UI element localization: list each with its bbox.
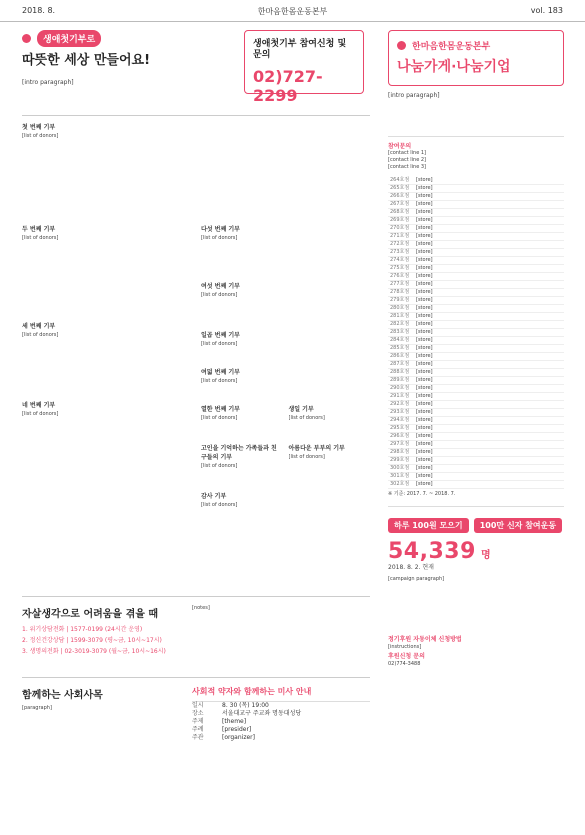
store-name: [store] (414, 297, 564, 305)
contact-line: [contact line 3] (388, 164, 426, 170)
store-name: [store] (414, 353, 564, 361)
bullet-text: 02)774-3488 (388, 661, 421, 667)
campaign-section (388, 506, 564, 668)
store-row (388, 441, 564, 449)
store-name: [store] (414, 233, 564, 241)
store-number: 271호점 (388, 233, 414, 241)
participant-unit: 명 (481, 550, 491, 561)
store-row (388, 193, 564, 201)
store-name: [store] (414, 417, 564, 425)
store-number: 276호점 (388, 273, 414, 281)
social-title: 함께하는 사회사목 (22, 690, 103, 702)
group-title: 아름다운 부부의 기부 (288, 445, 345, 453)
store-row (388, 369, 564, 377)
store-row (388, 265, 564, 273)
store-number: 300호점 (388, 465, 414, 473)
store-name: [store] (414, 425, 564, 433)
store-number: 266호점 (388, 193, 414, 201)
contact-line: [contact line 1] (388, 150, 426, 156)
store-number: 288호점 (388, 369, 414, 377)
organ-donation-column (388, 30, 564, 668)
group-title: 생일 기부 (288, 406, 314, 414)
group-title: 열한 번째 기부 (201, 406, 240, 414)
campaign-text: [campaign paragraph] (388, 576, 445, 582)
store-row (388, 409, 564, 417)
counsel-title: 자살생각으로 어려움을 겪을 때 (22, 609, 159, 621)
group-title: 네 번째 기부 (22, 402, 56, 410)
store-number: 273호점 (388, 249, 414, 257)
group-list: [list of donors] (22, 133, 59, 140)
group-list: [list of donors] (22, 332, 59, 339)
donor-lists (22, 122, 370, 590)
store-number: 297호점 (388, 441, 414, 449)
group-list: [list of donors] (201, 415, 238, 422)
store-number: 287호점 (388, 361, 414, 369)
store-name: [store] (414, 257, 564, 265)
store-name: [store] (414, 481, 564, 489)
section-title: 따뜻한 세상 만들어요! (22, 53, 151, 68)
contact-line: [contact line 2] (388, 157, 426, 163)
store-row (388, 425, 564, 433)
store-name: [store] (414, 289, 564, 297)
counsel-line: 3. 생명의전화 | 02-3019-3079 (월~금, 10시~16시) (22, 648, 166, 656)
group-title: 여덟 번째 기부 (201, 369, 240, 377)
counsel-line: 1. 위기상담전화 | 1577-0199 (24시간 운영) (22, 626, 143, 634)
store-row (388, 273, 564, 281)
group-list: [list of donors] (22, 411, 59, 418)
mass-value: [theme] (222, 718, 247, 726)
heart-icon (22, 34, 31, 43)
counsel-section (22, 605, 370, 669)
store-name: [store] (414, 441, 564, 449)
store-row (388, 209, 564, 217)
store-number: 282호점 (388, 321, 414, 329)
store-row (388, 465, 564, 473)
store-number: 268호점 (388, 209, 414, 217)
store-number: 283호점 (388, 329, 414, 337)
store-row (388, 185, 564, 193)
organ-header (388, 30, 564, 86)
store-name: [store] (414, 393, 564, 401)
store-name: [store] (414, 369, 564, 377)
store-row (388, 289, 564, 297)
organ-badge: 한마음한몸운동본부 (412, 42, 491, 52)
store-number: 294호점 (388, 417, 414, 425)
group-title: 다섯 번째 기부 (201, 226, 240, 234)
store-row (388, 481, 564, 489)
store-number: 264호점 (388, 177, 414, 185)
store-name: [store] (414, 177, 564, 185)
store-row (388, 305, 564, 313)
campaign-title-line1: 하루 100원 모으기 (388, 518, 469, 533)
store-name: [store] (414, 273, 564, 281)
store-row (388, 329, 564, 337)
store-name: [store] (414, 225, 564, 233)
store-name: [store] (414, 217, 564, 225)
store-name: [store] (414, 465, 564, 473)
mass-label: 주관 (192, 734, 204, 742)
store-row (388, 345, 564, 353)
mass-value: 8. 30 (목) 19:00 (222, 702, 269, 710)
page-header (0, 0, 585, 22)
issue-date: 2018. 8. (22, 6, 56, 15)
store-name: [store] (414, 329, 564, 337)
counsel-line: 2. 정신건강상담 | 1599-3079 (평~금, 10시~17시) (22, 637, 162, 645)
bullet-label: 후원신청 문의 (388, 653, 425, 660)
store-row (388, 225, 564, 233)
store-name: [store] (414, 377, 564, 385)
group-list: [list of donors] (201, 292, 238, 299)
organ-contact (388, 136, 564, 171)
store-name: [store] (414, 201, 564, 209)
group-title: 세 번째 기부 (22, 323, 56, 331)
store-name: [store] (414, 337, 564, 345)
store-number: 272호점 (388, 241, 414, 249)
store-row (388, 457, 564, 465)
group-list: [list of donors] (201, 235, 238, 242)
store-number: 289호점 (388, 377, 414, 385)
store-row (388, 377, 564, 385)
publication-name: 한마음한몸운동본부 (257, 7, 328, 16)
organ-title: 나눔가게·나눔기업 (397, 59, 511, 75)
group-list: [list of donors] (201, 378, 238, 385)
group-title: 첫 번째 기부 (22, 124, 56, 132)
mass-label: 주제 (192, 718, 204, 726)
bullet-label: 정기후원 자동이체 신청방법 (388, 636, 462, 643)
store-row (388, 217, 564, 225)
store-name: [store] (414, 265, 564, 273)
contact-box (244, 30, 364, 105)
group-list: [list of donors] (201, 502, 238, 509)
store-row (388, 177, 564, 185)
store-name: [store] (414, 241, 564, 249)
mass-box-title: 사회적 약자와 함께하는 미사 안내 (192, 687, 312, 697)
store-row (388, 361, 564, 369)
store-number: 290호점 (388, 385, 414, 393)
store-number: 286호점 (388, 353, 414, 361)
organ-intro: [intro paragraph] (388, 92, 440, 99)
store-number: 265호점 (388, 185, 414, 193)
group-title: 감사 기부 (201, 493, 227, 501)
mass-value: [organizer] (222, 734, 255, 742)
store-name: [store] (414, 321, 564, 329)
heart-icon (397, 41, 406, 50)
store-row (388, 321, 564, 329)
store-name: [store] (414, 409, 564, 417)
store-row (388, 433, 564, 441)
intro-text: [intro paragraph] (22, 79, 74, 87)
store-number: 285호점 (388, 345, 414, 353)
store-name: [store] (414, 433, 564, 441)
store-number: 270호점 (388, 225, 414, 233)
blood-donation-column (22, 30, 370, 757)
store-row (388, 353, 564, 361)
store-number: 293호점 (388, 409, 414, 417)
store-row (388, 393, 564, 401)
store-number: 275호점 (388, 265, 414, 273)
store-name: [store] (414, 401, 564, 409)
store-number: 299호점 (388, 457, 414, 465)
store-name: [store] (414, 449, 564, 457)
group-title: 두 번째 기부 (22, 226, 56, 234)
store-row (388, 201, 564, 209)
store-row (388, 385, 564, 393)
group-list: [list of donors] (288, 454, 325, 461)
store-name: [store] (414, 281, 564, 289)
store-row (388, 417, 564, 425)
group-list: [list of donors] (288, 415, 325, 422)
campaign-date: 2018. 8. 2. 현재 (388, 564, 434, 571)
section-badge: 생애첫기부로 (37, 30, 101, 47)
store-row (388, 233, 564, 241)
store-number: 292호점 (388, 401, 414, 409)
mass-label: 주례 (192, 726, 204, 734)
store-name: [store] (414, 209, 564, 217)
store-name: [store] (414, 385, 564, 393)
store-row (388, 297, 564, 305)
store-row (388, 401, 564, 409)
store-list (388, 177, 564, 489)
participant-count: 54,339 (388, 539, 476, 564)
store-row (388, 337, 564, 345)
mass-value: 서울대교구 주교좌 명동대성당 (222, 710, 302, 718)
store-row (388, 473, 564, 481)
contact-label: 참여문의 (388, 143, 412, 150)
mass-label: 장소 (192, 710, 204, 718)
store-number: 284호점 (388, 337, 414, 345)
mass-value: [presider] (222, 726, 252, 734)
store-row (388, 449, 564, 457)
store-number: 296호점 (388, 433, 414, 441)
store-number: 281호점 (388, 313, 414, 321)
store-number: 279호점 (388, 297, 414, 305)
store-number: 278호점 (388, 289, 414, 297)
store-name: [store] (414, 345, 564, 353)
store-row (388, 241, 564, 249)
store-name: [store] (414, 193, 564, 201)
campaign-title-line2: 100만 신자 참여운동 (474, 518, 562, 533)
store-name: [store] (414, 361, 564, 369)
store-number: 295호점 (388, 425, 414, 433)
notes-text: [notes] (192, 605, 210, 612)
list-footnote: ※ 기준: 2017. 7. ~ 2018. 7. (388, 491, 456, 497)
store-number: 301호점 (388, 473, 414, 481)
mass-label: 일시 (192, 702, 204, 710)
contact-phone: 02)727-2299 (253, 67, 323, 105)
store-row (388, 313, 564, 321)
store-number: 280호점 (388, 305, 414, 313)
store-number: 274호점 (388, 257, 414, 265)
store-number: 291호점 (388, 393, 414, 401)
social-text: [paragraph] (22, 705, 52, 712)
group-list: [list of donors] (22, 235, 59, 242)
store-number: 269호점 (388, 217, 414, 225)
store-row (388, 257, 564, 265)
social-ministry (22, 686, 370, 757)
store-name: [store] (414, 185, 564, 193)
bullet-text: [instructions] (388, 644, 422, 650)
store-number: 267호점 (388, 201, 414, 209)
group-title: 고인을 기억하는 가족들과 친구들의 기부 (201, 445, 277, 462)
store-number: 277호점 (388, 281, 414, 289)
store-name: [store] (414, 249, 564, 257)
store-name: [store] (414, 473, 564, 481)
store-row (388, 281, 564, 289)
store-name: [store] (414, 313, 564, 321)
store-number: 298호점 (388, 449, 414, 457)
contact-title: 생애첫기부 참여신청 및 문의 (253, 39, 347, 60)
store-name: [store] (414, 457, 564, 465)
store-number: 302호점 (388, 481, 414, 489)
group-list: [list of donors] (201, 341, 238, 348)
group-title: 일곱 번째 기부 (201, 332, 240, 340)
store-row (388, 249, 564, 257)
group-title: 여섯 번째 기부 (201, 283, 240, 291)
issue-volume: vol. 183 (530, 6, 563, 15)
store-name: [store] (414, 305, 564, 313)
group-list: [list of donors] (201, 463, 238, 470)
